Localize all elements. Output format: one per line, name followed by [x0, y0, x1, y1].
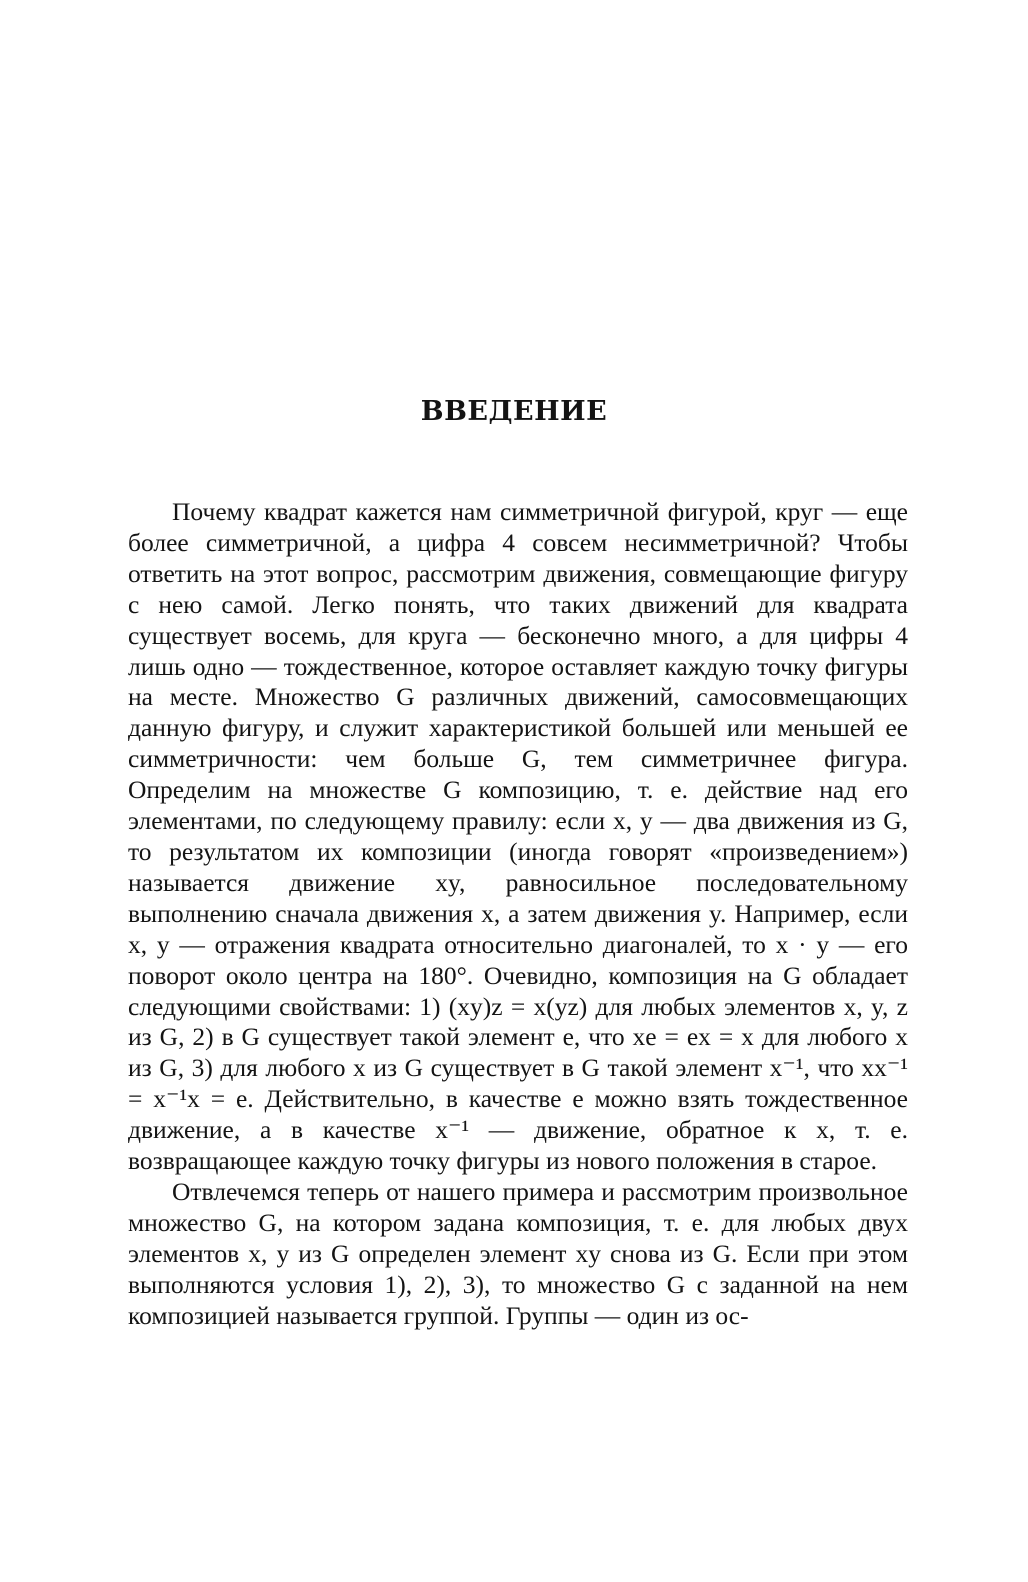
paragraph-1: Почему квадрат кажется нам симметричной фигурой, круг — еще более симметричной, а цифра 4 совсем несимметричной? Чтобы ответить на этот вопрос, рассмотрим движения, совмещающие фигуру с нею самой. Легко понять, что таких движений для квадрата существует восемь, для круга — бесконечно много, а для цифры 4 лишь одно — тождественное, которое оставляет каждую точку фигуры на месте. Множество G различных движений, самосовмещающих данную фигуру, и служит характеристикой большей или меньшей ее симметричности: чем больше G, тем симметричнее фигура. Определим на множестве G композицию, т. е. действие над его элементами, по следующему правилу: если x, y — два движения из G, то результатом их композиции (иногда говорят «произведением») называется движение xy, равносильное последовательному выполнению сначала движения x, а затем движения y. Например, если x, y — отражения квадрата относительно диагоналей, то x · y — его поворот около центра на 180°. Очевидно, композиция на G обладает следующими свойствами: 1) (xy)z = x(yz) для любых элементов x, y, z из G, 2) в G существует такой элемент e, что xe = ex = x для любого x из G, 3) для любого x из G существует в G такой элемент x⁻¹, что xx⁻¹ = x⁻¹x = e. Действительно, в качестве e можно взять тождественное движение, а в качестве x⁻¹ — движение, обратное к x, т. е. возвращающее каждую точку фигуры из нового положения в старое. [128, 497, 908, 1176]
body-text [128, 497, 908, 1331]
paragraph-2: Отвлечемся теперь от нашего примера и рассмотрим произвольное множество G, на котором задана композиция, т. е. для любых двух элементов x, y из G определен элемент xy снова из G. Если при этом выполняются условия 1), 2), 3), то множество G с заданной на нем композицией называется группой. Группы — один из ос- [128, 1176, 908, 1330]
chapter-heading: ВВЕДЕНИЕ [420, 396, 608, 427]
